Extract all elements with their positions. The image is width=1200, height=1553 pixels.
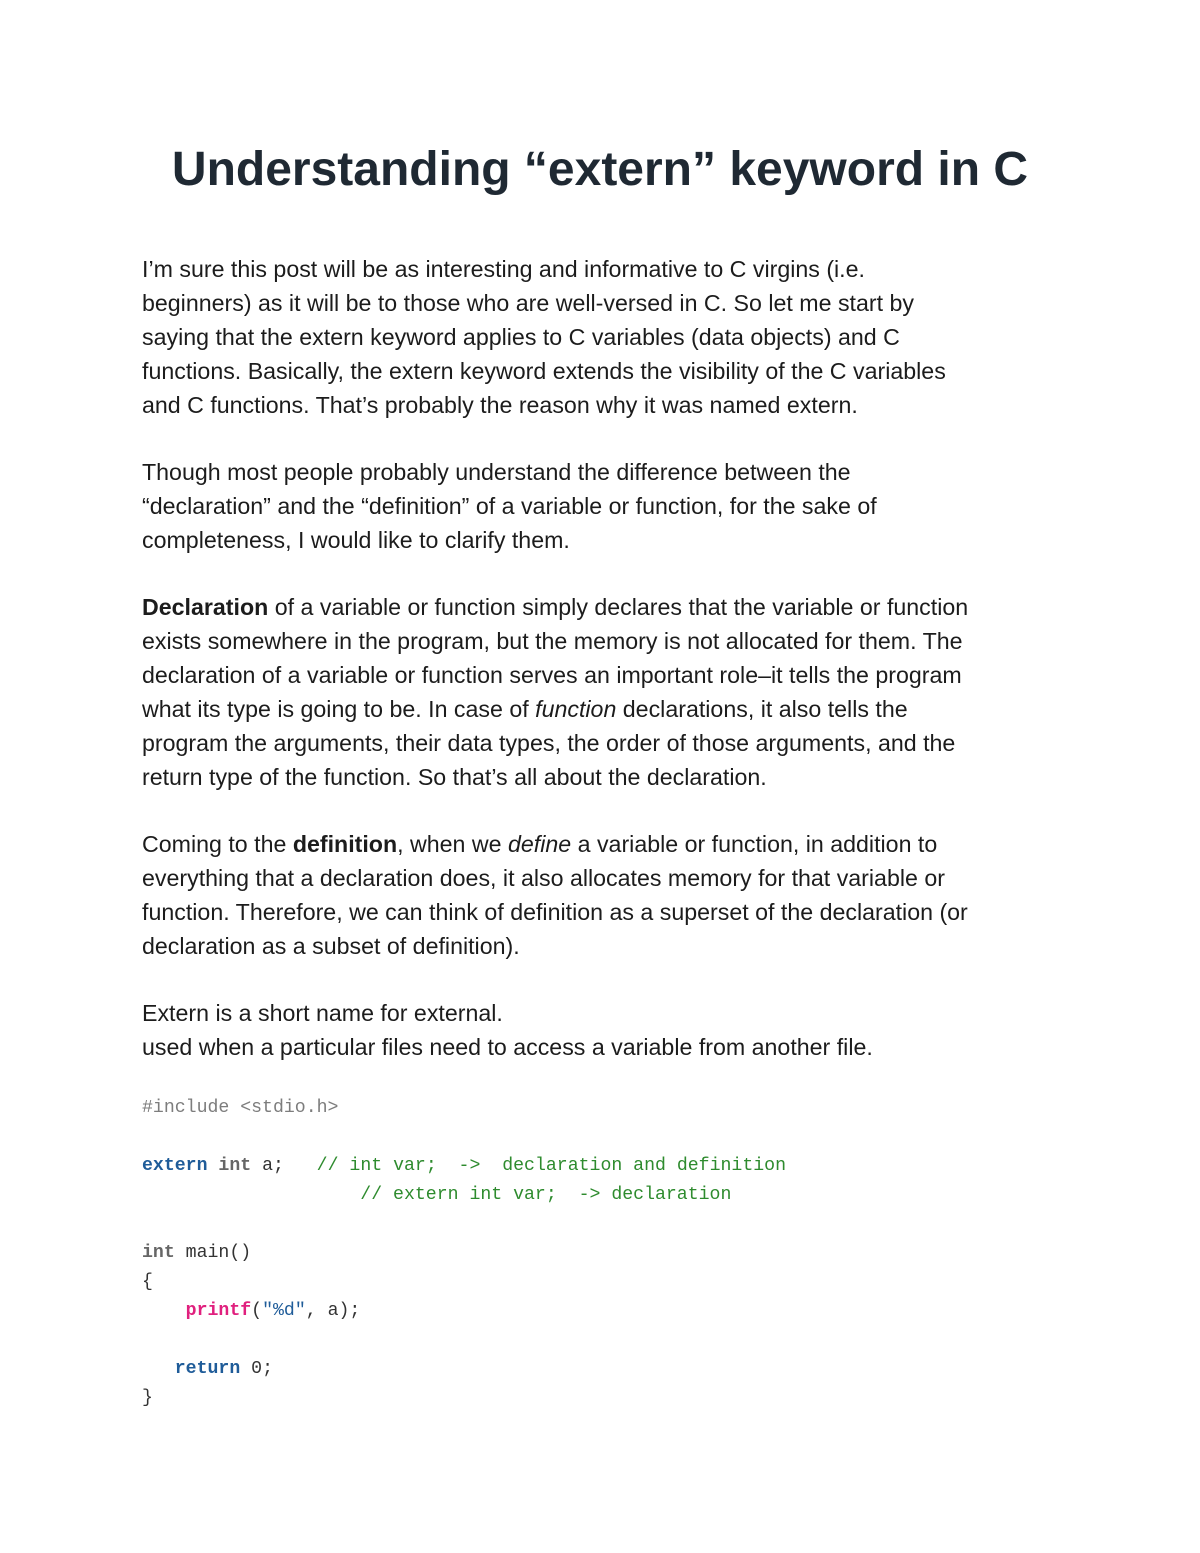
code-text: main() xyxy=(174,1243,252,1263)
code-line-blank xyxy=(142,1123,1042,1152)
code-text: 0; xyxy=(240,1359,273,1379)
code-indent xyxy=(142,1359,175,1379)
code-comment: // extern int var; -> declaration xyxy=(360,1185,732,1205)
declaration-term: Declaration xyxy=(142,594,269,620)
text-line: I’m sure this post will be as interesting and informative to C virgins (i.e. xyxy=(142,256,865,282)
text-line: program the arguments, their data types, the order of those arguments, and the xyxy=(142,730,956,756)
text-line xyxy=(142,692,1082,726)
text-line: used when a particular files need to access a variable from another file. xyxy=(142,1034,873,1060)
paragraph-extern xyxy=(142,996,1082,1064)
text-line: Extern is a short name for external. xyxy=(142,1000,503,1026)
string-literal: "%d" xyxy=(262,1301,306,1321)
paragraph-intro xyxy=(142,252,1082,422)
code-line-close-brace xyxy=(142,1384,1042,1413)
code-line-return xyxy=(142,1355,1042,1384)
code-line-comment xyxy=(142,1181,1042,1210)
paragraph-difference xyxy=(142,455,1082,557)
text-line: function. Therefore, we can think of definition as a superset of the declaration (or xyxy=(142,899,968,925)
paragraph-declaration xyxy=(142,590,1082,794)
text-line: declaration as a subset of definition). xyxy=(142,933,520,959)
text-run: what its type is going to be. In case of xyxy=(142,696,536,722)
preprocessor-directive: #include <stdio.h> xyxy=(142,1098,339,1118)
function-printf: printf xyxy=(185,1301,252,1321)
definition-term: definition xyxy=(292,831,398,857)
text-line xyxy=(142,590,1082,624)
emphasis-define: define xyxy=(507,831,572,857)
text-run: Coming to the xyxy=(142,831,293,857)
code-text: { xyxy=(142,1272,153,1292)
code-comment: // int var; -> declaration and definition xyxy=(316,1156,786,1176)
keyword-int: int xyxy=(218,1156,252,1176)
text-line: functions. Basically, the extern keyword extends the visibility of the C variables xyxy=(142,358,946,384)
text-line: beginners) as it will be to those who are well-versed in C. So let me start by xyxy=(142,290,914,316)
text-line: and C functions. That’s probably the reason why it was named extern. xyxy=(142,392,858,418)
paragraph-definition xyxy=(142,827,1082,963)
text-run: of a variable or function simply declares that the variable or function xyxy=(268,594,969,620)
page-title: Understanding “extern” keyword in C xyxy=(171,143,1029,196)
keyword-return: return xyxy=(174,1359,241,1379)
emphasis-function: function xyxy=(535,696,617,722)
code-line-printf xyxy=(142,1297,1042,1326)
code-indent xyxy=(142,1185,360,1205)
code-line-extern xyxy=(142,1152,1042,1181)
code-text: , a); xyxy=(305,1301,361,1321)
text-line: “declaration” and the “definition” of a variable or function, for the sake of xyxy=(142,493,877,519)
keyword-int: int xyxy=(142,1243,175,1263)
text-line xyxy=(142,827,1082,861)
article-body xyxy=(142,252,1082,1097)
text-line: everything that a declaration does, it also allocates memory for that variable or xyxy=(142,865,945,891)
code-text: a; xyxy=(251,1156,317,1176)
code-line-include xyxy=(142,1094,1042,1123)
code-line-main xyxy=(142,1239,1042,1268)
text-line: exists somewhere in the program, but the memory is not allocated for them. The xyxy=(142,628,963,654)
code-text: ( xyxy=(251,1301,263,1321)
text-line: declaration of a variable or function serves an important role–it tells the program xyxy=(142,662,962,688)
code-block xyxy=(142,1094,1042,1413)
text-line: return type of the function. So that’s all about the declaration. xyxy=(142,764,767,790)
keyword-extern: extern xyxy=(142,1156,208,1176)
code-line-open-brace xyxy=(142,1268,1042,1297)
text-line: completeness, I would like to clarify them. xyxy=(142,527,570,553)
text-run: , when we xyxy=(397,831,508,857)
text-run: a variable or function, in addition to xyxy=(571,831,938,857)
code-line-blank xyxy=(142,1326,1042,1355)
text-line: saying that the extern keyword applies to C variables (data objects) and C xyxy=(142,324,900,350)
text-run: declarations, it also tells the xyxy=(616,696,908,722)
text-line: Though most people probably understand the difference between the xyxy=(142,459,851,485)
code-text: } xyxy=(142,1388,153,1408)
code-indent xyxy=(142,1301,186,1321)
code-line-blank xyxy=(142,1210,1042,1239)
